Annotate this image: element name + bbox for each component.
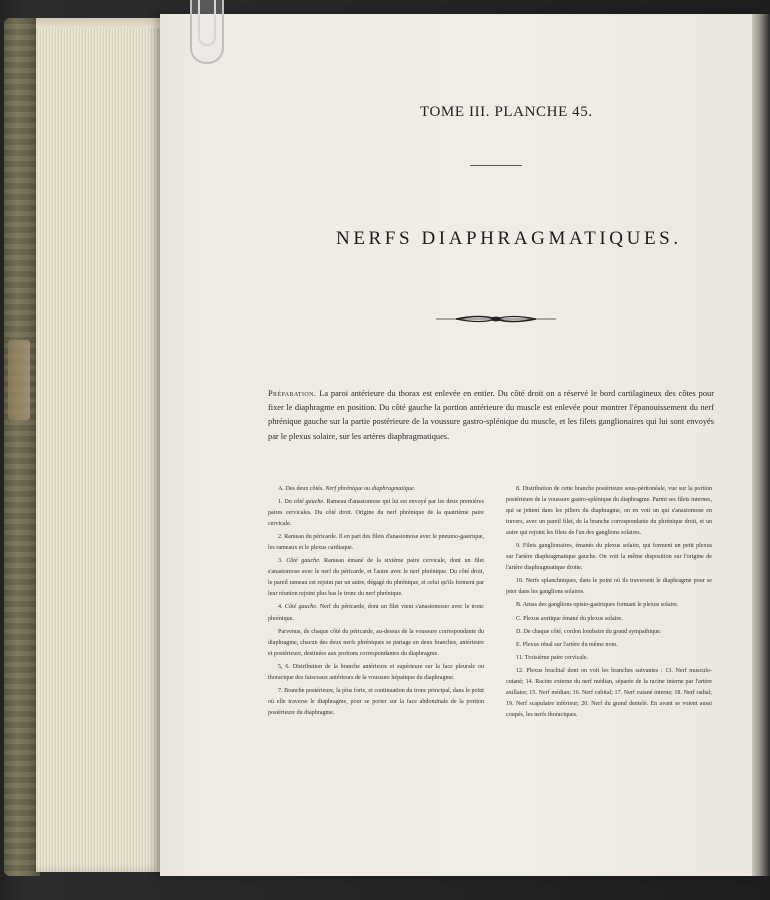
page-title: NERFS DIAPHRAGMATIQUES.: [336, 228, 682, 249]
legend-right-column: [506, 484, 712, 723]
page-edges-top: [36, 18, 164, 28]
legend-italic-text: Côté gauche: [286, 558, 319, 565]
legend-right-item: 9. Filets ganglionaires, émanés du plexus solaire, qui forment un petit plexus sur l'artère diaphragmatique gauche. On voit la même disposition sur l'origine de l'artère diaphragmatique droite.: [506, 543, 712, 572]
legend-text: 5, 6. Distribution de la branche antérieure et supérieure sur la face pleurale ou thoracique des faisceaux antérieurs de la voussure hépatique du diaphragme.: [268, 663, 484, 681]
legend-text: 2. Rameau du péricarde. Il en part des filets d'anastomose avec le pneumo-gastrique, les rameaux et le plexus cardiaque.: [268, 534, 485, 552]
legend-text: 4.: [278, 604, 285, 611]
tome-heading: TOME III. PLANCHE 45.: [420, 104, 593, 120]
legend-right-item: 12. Plexus brachial dont on voit les branches suivantes : 13. Nerf musculo-cutané; 14. Racine externe du nerf médian, séparée de la racine interne par l'artère axillaire; 15. Nerf médian; 16. Nerf cubital; 17. Nerf cutané interne; 18. Nerf radial; 19. Nerf scapulaire inférieur; 20. Nerf du grand dentelé. En avant se voient aussi coupés, les nerfs thoraciques.: [506, 667, 712, 718]
book-cover: [4, 18, 40, 876]
legend-left-item: [268, 686, 484, 719]
legend-left-item: [268, 602, 484, 624]
legend-right-item: E. Plexus rénal sur l'artère du même nom.: [516, 641, 618, 648]
ornament-divider-icon: [436, 312, 556, 326]
legend-text: . Rameau émané de la sixième paire cervicale, dont un filet s'anastomose avec le nerf du péricarde, et l'autre avec le nerf phrénique. Du côté droit, le pareil rameau est rejoint par un autre, dégagé du phrénique, et celui qu'ils forment par leur réunion rejoint plus bas le tronc du nerf phrénique.: [268, 558, 485, 598]
legend-left-item: [268, 662, 484, 684]
legend-right-item: 11. Troisième paire cervicale.: [516, 654, 589, 661]
legend-text: . Nerf du péricarde, dont un filet vient s'anastomoser avec le tronc phrénique.: [268, 604, 484, 622]
legend-text: A. Des deux côtés.: [278, 486, 326, 492]
legend-left-column: [268, 484, 484, 721]
legend-right-item: 10. Nerfs splanchniques, dans le point où ils traversent le diaphragme pour se jeter dans les ganglions solaires.: [506, 578, 712, 596]
legend-text: . Rameau d'anastomose qui lui est envoyé par les deux premières paires cervicales. Du côté droit. Origine du nerf phrénique de la quatrième paire cervicale.: [268, 499, 484, 528]
page-right-edge: [752, 14, 770, 876]
legend-left-item: [268, 627, 484, 660]
page-edges: [36, 18, 164, 872]
legend-right-item: C. Plexus aortique émané du plexus solaire.: [516, 615, 623, 622]
legend-right-item: B. Amas des ganglions opisto-gastriques formant le plexus solaire.: [516, 602, 679, 609]
paper-clip-inner: [198, 0, 216, 46]
preparation-text: La paroi antérieure du thorax est enlevée en entier. Du côté droit on a réservé le bord cartilagineux des côtes pour fixer le diaphragme en position. Du côté gauche la portion antérieure du muscle est enlevée pour montrer l'épanouissement du nerf phrénique gauche sur la partie postérieure de la voussure gastro-splénique du muscle, et les filets ganglionaires qui lui sont envoyés par le plexus solaire, sur les artères diaphragmatiques.: [268, 389, 715, 441]
legend-text: 1. Du: [278, 499, 294, 506]
legend-text: 3.: [278, 558, 287, 565]
legend-italic-text: Nerf phrénique ou diaphragmatique: [325, 486, 414, 492]
legend-text: 7. Branche postérieure, la plus forte, et continuation du tronc principal, dans le point où elle traverse le diaphragme, pour se porter sur la face abdominale de la portion postérieure du diaphragme.: [268, 687, 484, 716]
legend-left-item: [268, 497, 484, 530]
legend-left-item: [268, 484, 484, 495]
preparation-paragraph: [268, 387, 714, 444]
page: [160, 14, 756, 876]
legend-right-item: D. De chaque côté, cordon lombaire du grand sympathique.: [516, 628, 662, 635]
legend-italic-text: Côté gauche: [284, 604, 317, 611]
legend-left-item: [268, 556, 484, 600]
cover-tab: [8, 340, 30, 420]
legend-left-item: [268, 532, 484, 554]
legend-right-item: 8. Distribution de cette branche postérieure sous-péritonéale, vue sur la portion postérieure de la voussure gastro-splénique du diaphragme. Parmi ses filets internes, qui se jettent dans les piliers du diaphragme, on en voit un qui s'anastomose en travers, avec un pareil filet, de la branche correspondante du phrénique droit, et un autre qui rejoint les filets de l'un des ganglions solaires.: [506, 486, 712, 537]
legend-italic-text: côté gauche: [293, 499, 324, 506]
legend-text: .: [413, 486, 416, 492]
heading-rule: [470, 165, 522, 166]
preparation-lead: Préparation.: [268, 389, 317, 398]
legend-text: Parvenus, de chaque côté du péricarde, au-dessus de la voussure correspondante du diaphragme, chacun des deux nerfs phréniques se partage en deux branches, antérieure et postérieure, destinées aux portions correspondantes du diaphragme.: [268, 628, 484, 657]
